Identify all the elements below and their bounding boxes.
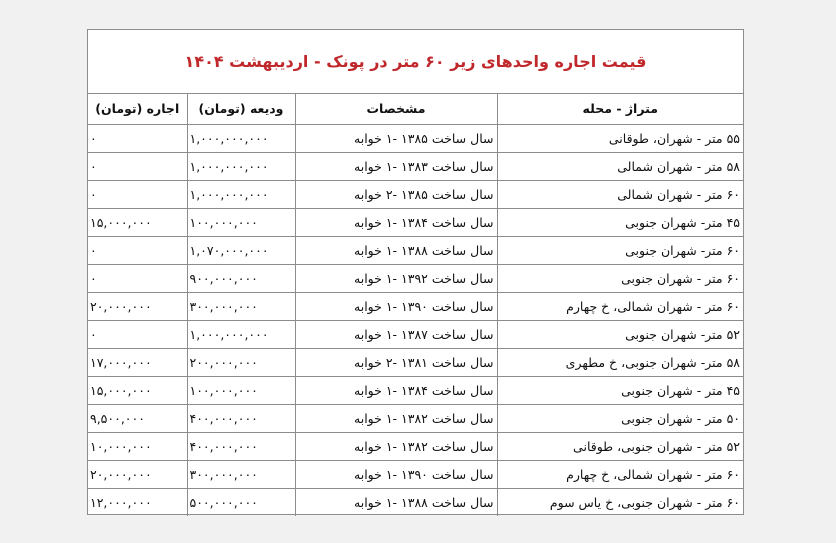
cell-rent: ۱۵,۰۰۰,۰۰۰ [88, 208, 187, 236]
table-row [88, 264, 743, 292]
cell-rent: ۰ [88, 320, 187, 348]
table-row [88, 236, 743, 264]
cell-specs: سال ساخت ۱۳۸۳ -۱ خوابه [295, 152, 497, 180]
cell-specs: سال ساخت ۱۳۸۵ -۱ خوابه [295, 124, 497, 152]
cell-deposit: ۳۰۰,۰۰۰,۰۰۰ [187, 460, 295, 488]
cell-rent: ۱۷,۰۰۰,۰۰۰ [88, 348, 187, 376]
cell-rent: ۹,۵۰۰,۰۰۰ [88, 404, 187, 432]
cell-specs: سال ساخت ۱۳۸۴ -۱ خوابه [295, 376, 497, 404]
table-row [88, 320, 743, 348]
cell-area: ۵۲ متر- شهران جنوبی [497, 320, 743, 348]
rent-price-sheet [87, 29, 744, 515]
cell-area: ۵۸ متر - شهران شمالی [497, 152, 743, 180]
cell-specs: سال ساخت ۱۳۹۰ -۱ خوابه [295, 292, 497, 320]
cell-area: ۶۰ متر - شهران جنوبی، خ یاس سوم [497, 488, 743, 516]
cell-rent: ۰ [88, 236, 187, 264]
cell-specs: سال ساخت ۱۳۸۷ -۱ خوابه [295, 320, 497, 348]
cell-deposit: ۱,۰۷۰,۰۰۰,۰۰۰ [187, 236, 295, 264]
cell-area: ۵۵ متر - شهران، طوقانی [497, 124, 743, 152]
cell-specs: سال ساخت ۱۳۸۲ -۱ خوابه [295, 404, 497, 432]
cell-specs: سال ساخت ۱۳۹۰ -۱ خوابه [295, 460, 497, 488]
table-row [88, 180, 743, 208]
cell-rent: ۰ [88, 264, 187, 292]
header-row [88, 94, 743, 124]
cell-deposit: ۱,۰۰۰,۰۰۰,۰۰۰ [187, 180, 295, 208]
cell-area: ۶۰ متر - شهران شمالی، خ چهارم [497, 292, 743, 320]
table-row [88, 152, 743, 180]
cell-rent: ۱۵,۰۰۰,۰۰۰ [88, 376, 187, 404]
cell-rent: ۰ [88, 180, 187, 208]
cell-specs: سال ساخت ۱۳۸۸ -۱ خوابه [295, 236, 497, 264]
cell-area: ۵۰ متر - شهران جنوبی [497, 404, 743, 432]
header-specs: مشخصات [295, 94, 497, 124]
rent-table [88, 94, 743, 516]
table-row [88, 348, 743, 376]
cell-rent: ۲۰,۰۰۰,۰۰۰ [88, 292, 187, 320]
table-row [88, 376, 743, 404]
cell-deposit: ۳۰۰,۰۰۰,۰۰۰ [187, 292, 295, 320]
cell-area: ۶۰ متر- شهران جنوبی [497, 236, 743, 264]
cell-specs: سال ساخت ۱۳۸۴ -۱ خوابه [295, 208, 497, 236]
cell-deposit: ۱,۰۰۰,۰۰۰,۰۰۰ [187, 152, 295, 180]
table-title: قیمت اجاره واحدهای زیر ۶۰ متر در پونک - اردیبهشت ۱۴۰۴ [88, 30, 743, 94]
table-row [88, 460, 743, 488]
cell-deposit: ۱۰۰,۰۰۰,۰۰۰ [187, 376, 295, 404]
cell-deposit: ۵۰۰,۰۰۰,۰۰۰ [187, 488, 295, 516]
cell-rent: ۱۰,۰۰۰,۰۰۰ [88, 432, 187, 460]
cell-specs: سال ساخت ۱۳۸۱ -۲ خوابه [295, 348, 497, 376]
table-row [88, 404, 743, 432]
cell-deposit: ۹۰۰,۰۰۰,۰۰۰ [187, 264, 295, 292]
table-row [88, 432, 743, 460]
header-rent: اجاره (تومان) [88, 94, 187, 124]
cell-area: ۴۵ متر- شهران جنوبی [497, 208, 743, 236]
cell-rent: ۰ [88, 124, 187, 152]
cell-deposit: ۴۰۰,۰۰۰,۰۰۰ [187, 432, 295, 460]
cell-deposit: ۲۰۰,۰۰۰,۰۰۰ [187, 348, 295, 376]
cell-area: ۶۰ متر - شهران جنوبی [497, 264, 743, 292]
cell-specs: سال ساخت ۱۳۹۲ -۱ خوابه [295, 264, 497, 292]
cell-specs: سال ساخت ۱۳۸۵ -۲ خوابه [295, 180, 497, 208]
cell-area: ۴۵ متر - شهران جنوبی [497, 376, 743, 404]
cell-area: ۶۰ متر - شهران شمالی [497, 180, 743, 208]
cell-specs: سال ساخت ۱۳۸۲ -۱ خوابه [295, 432, 497, 460]
cell-deposit: ۱,۰۰۰,۰۰۰,۰۰۰ [187, 320, 295, 348]
table-row [88, 124, 743, 152]
cell-deposit: ۱۰۰,۰۰۰,۰۰۰ [187, 208, 295, 236]
table-row [88, 488, 743, 516]
cell-deposit: ۱,۰۰۰,۰۰۰,۰۰۰ [187, 124, 295, 152]
cell-specs: سال ساخت ۱۳۸۸ -۱ خوابه [295, 488, 497, 516]
table-row [88, 292, 743, 320]
cell-rent: ۲۰,۰۰۰,۰۰۰ [88, 460, 187, 488]
header-area: متراژ - محله [497, 94, 743, 124]
cell-rent: ۱۲,۰۰۰,۰۰۰ [90, 494, 152, 510]
header-deposit: ودیعه (تومان) [187, 94, 295, 124]
cell-area: ۵۸ متر- شهران جنوبی، خ مطهری [497, 348, 743, 376]
table-row [88, 208, 743, 236]
cell-rent: ۰ [88, 152, 187, 180]
cell-area: ۵۲ متر - شهران جنوبی، طوقانی [497, 432, 743, 460]
cell-deposit: ۴۰۰,۰۰۰,۰۰۰ [187, 404, 295, 432]
cell-area: ۶۰ متر - شهران شمالی، خ چهارم [497, 460, 743, 488]
